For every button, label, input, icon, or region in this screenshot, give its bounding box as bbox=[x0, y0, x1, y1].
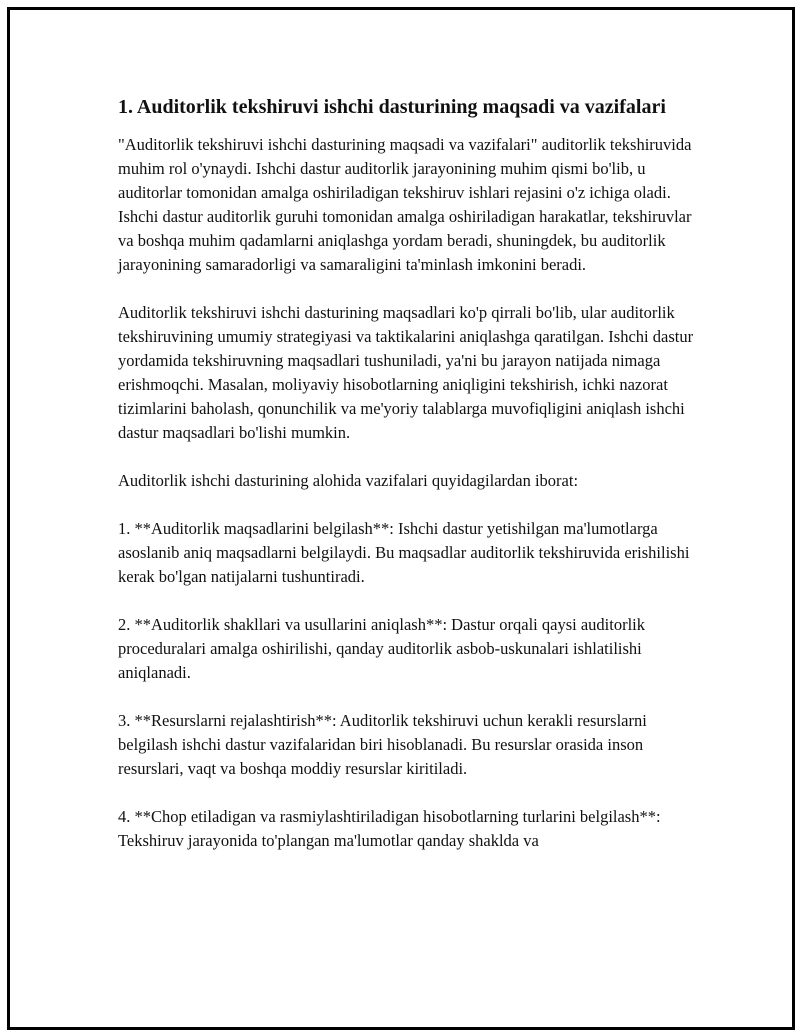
document-body bbox=[118, 94, 698, 877]
tasks-intro-paragraph: Auditorlik ishchi dasturining alohida vazifalari quyidagilardan iborat: bbox=[118, 471, 579, 490]
document-page bbox=[7, 7, 795, 1030]
task-item-4: 4. **Chop etiladigan va rasmiylashtiriladigan hisobotlarning turlarini belgilash**: Tekshiruv jarayonida to'plangan ma'lumotlar qanday shaklda va bbox=[118, 807, 661, 850]
intro-paragraph: "Auditorlik tekshiruvi ishchi dasturining maqsadi va vazifalari" auditorlik tekshiruvida muhim rol o'ynaydi. Ishchi dastur auditorlik jarayonining muhim qismi bo'lib, u auditorlar tomonidan amalga oshiriladigan tekshiruv ishlari rejasini o'z ichiga oladi. Ishchi dastur auditorlik guruhi tomonidan amalga oshiriladigan harakatlar, tekshiruvlar va boshqa muhim qadamlarni aniqlashga yordam beradi, shuningdek, bu auditorlik jarayonining samaradorligi va samaraligini ta'minlash imkonini beradi. bbox=[118, 135, 692, 274]
task-item-1: 1. **Auditorlik maqsadlarini belgilash**: Ishchi dastur yetishilgan ma'lumotlarga asoslanib aniq maqsadlarni belgilaydi. Bu maqsadlar auditorlik tekshiruvida erishilishi kerak bo'lgan natijalarni tushuntiradi. bbox=[118, 519, 690, 586]
task-item-3: 3. **Resurslarni rejalashtirish**: Auditorlik tekshiruvi uchun kerakli resurslarni belgilash ishchi dastur vazifalaridan biri hisoblanadi. Bu resurslar orasida inson resurslari, vaqt va boshqa moddiy resurslar kiritiladi. bbox=[118, 711, 647, 778]
goals-paragraph: Auditorlik tekshiruvi ishchi dasturining maqsadlari ko'p qirrali bo'lib, ular auditorlik tekshiruvining umumiy strategiyasi va taktikalarini aniqlashga qaratilgan. Ishchi dastur yordamida tekshiruvning maqsadlari tushuniladi, ya'ni bu jarayon natijada nimaga erishmoqchi. Masalan, moliyaviy hisobotlarning aniqligini tekshirish, ichki nazorat tizimlarini baholash, qonunchilik va me'yoriy talablarga muvofiqligini aniqlash ishchi dastur maqsadlari bo'lishi mumkin. bbox=[118, 303, 694, 442]
section-heading: 1. Auditorlik tekshiruvi ishchi dasturining maqsadi va vazifalari bbox=[118, 96, 666, 118]
task-item-2: 2. **Auditorlik shakllari va usullarini aniqlash**: Dastur orqali qaysi auditorlik proceduralari amalga oshirilishi, qanday auditorlik asbob-uskunalari ishlatilishi aniqlanadi. bbox=[118, 615, 645, 682]
